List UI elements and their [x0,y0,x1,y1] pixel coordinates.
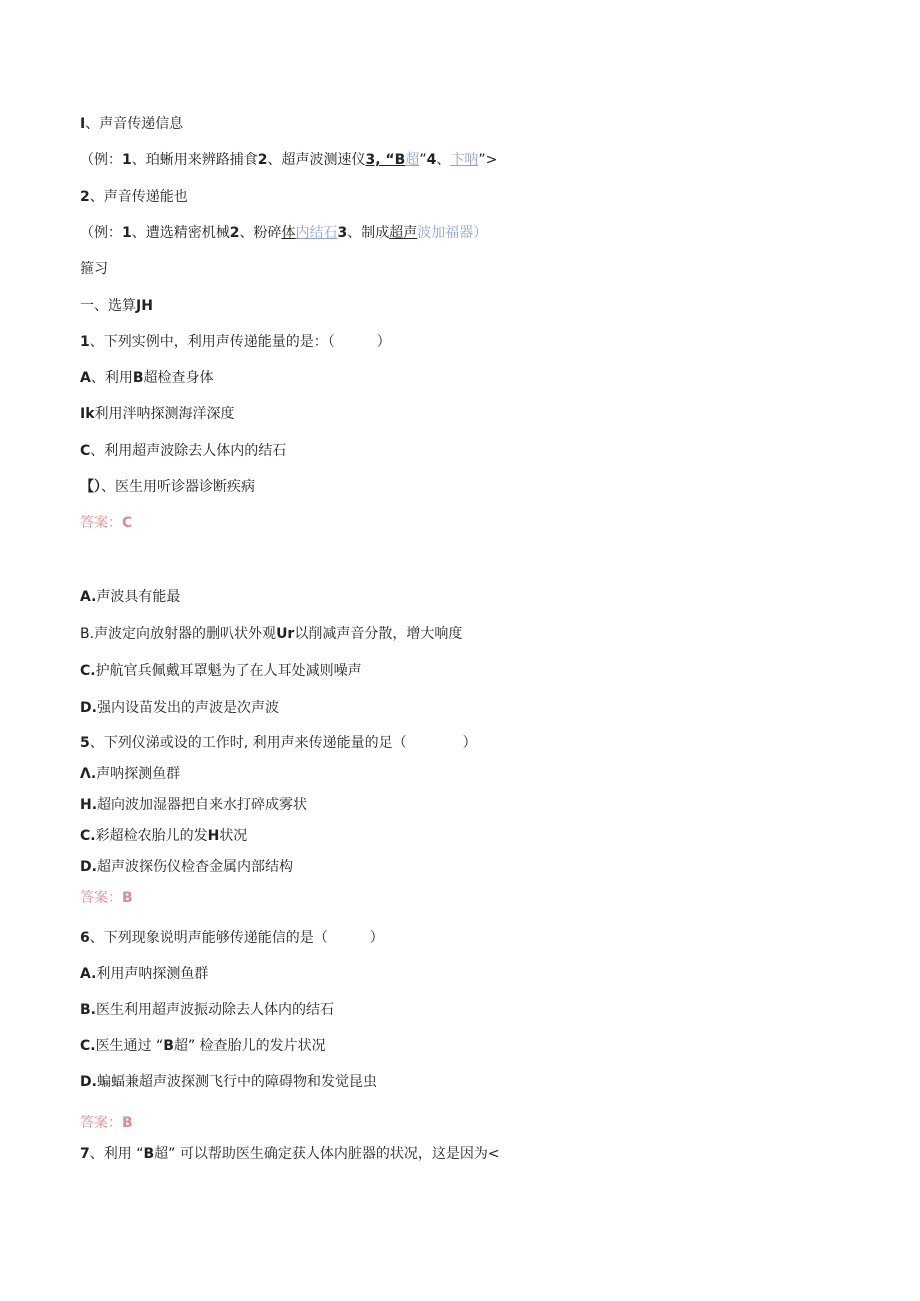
option-a [80,587,180,607]
option-letter: D. [80,1074,97,1090]
text-fragment: 、利用 [90,370,133,386]
option-b [80,624,462,644]
item-number: 4 [426,152,437,168]
text-fragment: 蝙蝠兼超声波探测飞行中的障碍物和发觉昆虫 [96,1074,377,1090]
text-fragment: 以削减声音分散，增大响度 [294,626,463,642]
answer-value: B [122,1115,133,1131]
option-letter: Λ. [80,766,97,782]
option-a [80,964,208,984]
text-fragment: 、医生用听诊器诊断疾病 [101,479,255,495]
question-number: 1 [80,334,90,350]
item-number: 2 [229,225,240,241]
question-text: 、下列仪涕或设的工作时, 利用声来传递能量的足（ ） [89,735,477,751]
option-d [80,1072,377,1092]
option-c [80,661,362,681]
section-number: I [80,116,86,132]
option-letter: C [80,443,91,459]
section-title: 、声音传递能也 [89,189,188,205]
example-line-info [80,150,497,170]
question-1 [80,332,391,352]
text-fragment: JH [136,298,153,314]
text-fragment: 彩超检农胎儿的发 [95,828,208,844]
text-fragment: ） [473,225,488,241]
option-letter: Ik [80,406,95,422]
option-letter: A [80,370,91,386]
answer-line [80,1113,133,1133]
option-letter: H. [80,797,98,813]
text-fragment: 医生通过 “ [95,1038,164,1054]
item-number: 1 [122,225,132,241]
text-fragment: B [132,370,144,386]
text-fragment: 、遭选精密机械 [131,225,230,241]
question-5 [80,733,477,753]
text-fragment: （例： [80,152,122,168]
text-fragment: 声波定向放射器的删叭状外观 [94,626,277,642]
option-letter: D. [80,700,97,716]
text-fragment: ” [419,152,427,168]
text-fragment: 、珀蜥用来辨路捕食 [131,152,258,168]
text-fragment: 卞呐 [450,152,479,168]
text-fragment: Ur [276,626,295,642]
option-letter: A. [80,966,97,982]
section-heading-sound-info [80,114,183,134]
text-fragment: 超” 可以帮助医生确定获人体内脏器的状况，这是因为< [154,1146,500,1162]
text-fragment: 内结石 [295,225,338,241]
option-letter: C. [80,663,96,679]
option-letter: C. [80,828,96,844]
option-letter: A. [80,589,97,605]
section-heading-sound-energy [80,187,188,207]
text-fragment: 利用泮呐探测海洋深度 [94,406,235,422]
item-number: 3, “B [365,152,406,168]
text-fragment: 超声波探伤仪检杳金属内部结构 [96,859,293,875]
section-number: 2 [80,189,90,205]
text-fragment: 、利用 “ [89,1146,144,1162]
text-fragment: 超检查身体 [143,370,214,386]
text-fragment: 、粉碎 [239,225,282,241]
option-c [80,1036,326,1056]
text-fragment: 、利用超声波除去人体内的结石 [90,443,287,459]
text-fragment: 、制成 [347,225,390,241]
question-6 [80,928,384,948]
text-fragment: 波加福器 [417,225,474,241]
text-fragment: 强内设苗发出的声波是次声波 [96,700,279,716]
answer-label: 答案： [80,1115,122,1131]
question-text: 、下列现象说明声能够传递能信的是（ ） [89,930,384,946]
text-fragment: 、超声波测速仪 [267,152,366,168]
answer-label: 答案： [80,515,122,531]
answer-line [80,888,133,908]
option-letter: D. [80,859,97,875]
text-fragment: 体 [281,225,296,241]
text-fragment: ”> [478,152,498,168]
answer-label: 答案： [80,890,122,906]
text-fragment: B [143,1146,155,1162]
exercise-heading: 箍习 [80,261,108,277]
option-letter: B. [80,1002,96,1018]
question-number: 7 [80,1146,90,1162]
answer-line [80,513,132,533]
item-number: 2 [257,152,268,168]
option-b [80,1000,334,1020]
option-d [80,698,279,718]
option-a [80,368,214,388]
option-letter: B. [80,626,95,642]
text-fragment: 声波具有能最 [96,589,181,605]
section-title: 、声音传递信息 [85,116,184,132]
text-fragment: 一、选算 [80,298,136,314]
option-letter: C. [80,1038,96,1054]
option-c [80,441,286,461]
text-fragment: 超 [405,152,420,168]
text-fragment: 护航官兵佩戴耳罩魁为了在人耳处减则噪声 [95,663,362,679]
example-line-energy [80,223,487,243]
question-number: 6 [80,930,90,946]
question-7 [80,1144,500,1164]
text-fragment: （例： [80,225,122,241]
option-b [80,795,307,815]
text-fragment: 利用声呐探测鱼群 [96,966,209,982]
text-fragment: 超声 [389,225,418,241]
option-a [80,764,180,784]
option-d [80,857,293,877]
text-fragment: 、 [436,152,451,168]
text-fragment: 超” 检查胎儿的发片状况 [173,1038,326,1054]
text-fragment: 声呐探测鱼群 [96,766,181,782]
answer-value: B [122,890,133,906]
option-d [80,477,255,497]
text-fragment: 医生利用超声波振动除去人体内的结石 [96,1002,334,1018]
text-fragment: 状况 [219,828,248,844]
section-heading-multiple-choice [80,296,153,316]
option-c [80,826,247,846]
item-number: 1 [122,152,132,168]
item-number: 3 [337,225,348,241]
text-fragment: B [163,1038,174,1054]
question-text: 、下列实例中，利用声传递能量的是：（ ） [89,334,391,350]
option-letter: 【） [80,479,101,495]
question-number: 5 [80,735,90,751]
text-fragment: 超向波加湿器把自来水打碎成雾状 [97,797,308,813]
option-b [80,404,235,424]
text-fragment: H [207,828,220,844]
answer-value: C [122,515,133,531]
